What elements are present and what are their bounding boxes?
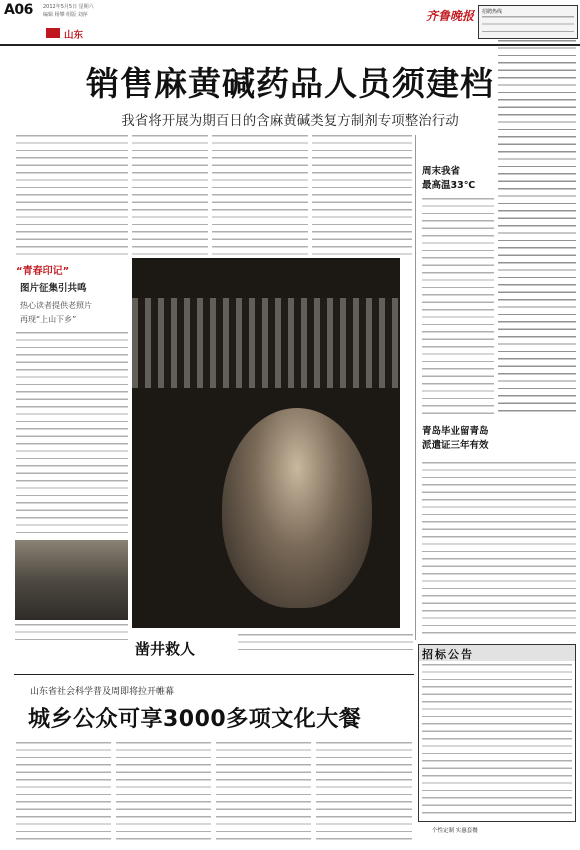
photo-well-pit xyxy=(222,408,372,608)
lead-body-col-2 xyxy=(132,135,208,257)
rescue-photo xyxy=(132,258,400,628)
old-photo xyxy=(15,540,128,620)
header-ad-label: 招聘热线 xyxy=(482,9,503,15)
lead-subhead: 我省将开展为期百日的含麻黄碱类复方制剂专项整治行动 xyxy=(121,113,459,129)
footer-right-text: 个性定制 实惠套餐 xyxy=(432,828,478,834)
photo-story-title: 凿井救人 xyxy=(135,640,196,658)
section-marker xyxy=(46,28,60,38)
photo-crowd xyxy=(132,298,400,388)
feature-title: “青春印记” xyxy=(16,266,70,277)
graduate-headline xyxy=(422,425,489,453)
lower-body-col-3 xyxy=(216,742,311,842)
editor-credit: 编辑 杨攀 组版 刘萍 xyxy=(43,12,88,18)
issue-date: 2012年5月5日 星期六 xyxy=(43,4,94,10)
right-ad-column xyxy=(498,40,576,416)
notice-title: 招标公告 xyxy=(422,648,474,661)
lead-body-col-1 xyxy=(16,135,128,257)
header-ad-text xyxy=(482,16,574,36)
feature-deck-1: 热心读者提供老照片 xyxy=(20,301,92,310)
weather-body xyxy=(422,198,494,416)
lower-body-col-1 xyxy=(16,742,111,842)
lead-body-col-4 xyxy=(312,135,412,257)
graduate-headline-line-1: 青岛毕业留青岛 xyxy=(422,426,489,437)
old-photo-caption xyxy=(15,624,128,646)
weather-headline-line-1: 周末我省 xyxy=(422,166,461,177)
lower-body-col-4 xyxy=(316,742,412,842)
photo-story-caption xyxy=(238,634,413,656)
lower-story-kicker: 山东省社会科学普及周即将拉开帷幕 xyxy=(30,687,175,697)
feature-subtitle: 图片征集引共鸣 xyxy=(20,283,87,294)
graduate-body xyxy=(422,462,576,638)
lead-body-col-3 xyxy=(212,135,308,257)
newspaper-logo: 齐鲁晚报 xyxy=(426,9,475,23)
lower-body-col-2 xyxy=(116,742,211,842)
lower-story-headline: 城乡公众可享3000多项文化大餐 xyxy=(28,707,362,732)
lower-story-rule xyxy=(14,674,414,675)
column-divider xyxy=(415,135,416,640)
feature-deck-2: 再现“上山下乡” xyxy=(20,315,77,324)
section-label: 山东 xyxy=(64,30,84,41)
graduate-headline-line-2: 派遣证三年有效 xyxy=(422,440,489,451)
feature-body xyxy=(16,332,128,536)
weather-headline xyxy=(422,165,475,193)
notice-body xyxy=(422,664,572,816)
header-rule xyxy=(0,44,580,46)
weather-headline-line-2: 最高温33℃ xyxy=(422,180,476,191)
page-number: A06 xyxy=(4,2,33,18)
lead-headline: 销售麻黄碱药品人员须建档 xyxy=(86,64,494,103)
